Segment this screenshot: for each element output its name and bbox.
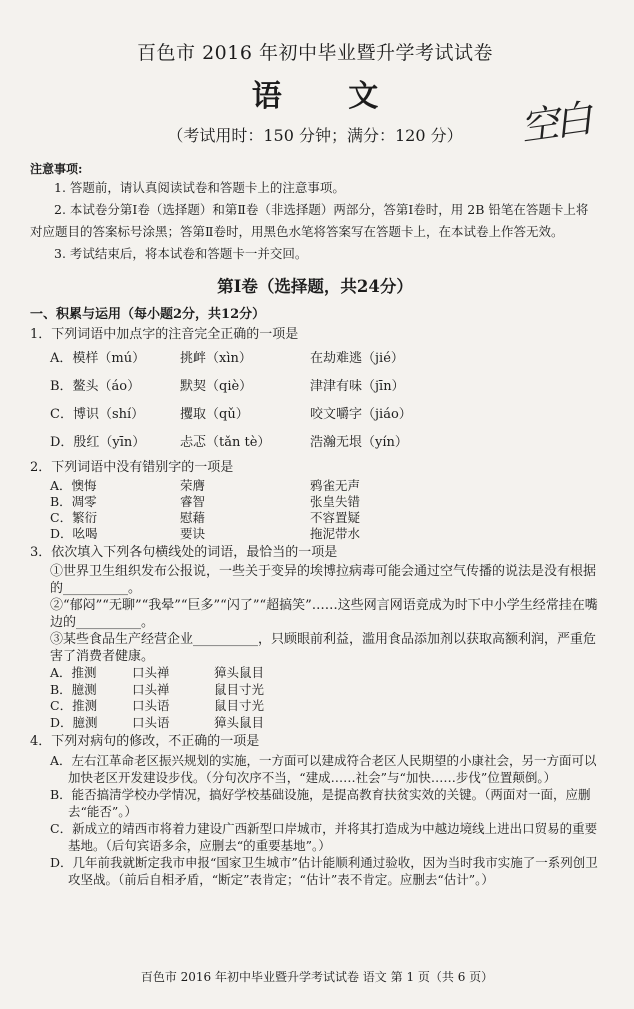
q1-option-d-3: 浩瀚无垠（yín） <box>310 435 408 450</box>
q3-option-a-1: A．推测 <box>50 665 97 680</box>
q3-option-c-1: C．推测 <box>50 698 98 713</box>
q2-option-c-2: 慰藉 <box>180 510 206 525</box>
question-4-stem: 4．下列对病句的修改，不正确的一项是 <box>30 734 260 749</box>
q2-option-b-2: 睿智 <box>180 494 206 509</box>
q2-option-a-3: 鸦雀无声 <box>310 478 361 493</box>
q2-option-d-3: 拖泥带水 <box>310 526 361 541</box>
question-1-stem: 1．下列词语中加点字的注音完全正确的一项是 <box>30 327 299 342</box>
q3-option-d-3: 獐头鼠目 <box>214 714 265 730</box>
q2-option-c-1: C．繁衍 <box>50 510 98 525</box>
q1-option-a-1: A．模样（mú） <box>50 351 146 366</box>
q1-option-a-2: 挑衅（xìn） <box>180 351 252 366</box>
question-3-stem: 3．依次填入下列各句横线处的词语，最恰当的一项是 <box>30 545 338 560</box>
part1-title: 第Ⅰ卷（选择题，共24分） <box>217 277 413 296</box>
question-2-stem: 2．下列词语中没有错别字的一项是 <box>30 460 234 475</box>
q3-option-a-3: 獐头鼠目 <box>214 665 265 680</box>
q3-option-d-2: 口头语 <box>132 714 170 730</box>
q3-option-b-2: 口头禅 <box>132 681 170 697</box>
page-footer: 百色市 2016 年初中毕业暨升学考试试卷 语文 第 1 页（共 6 页） <box>140 970 494 984</box>
q2-option-a-2: 荣膺 <box>180 478 206 493</box>
exam-title: 百色市 2016 年初中毕业暨升学考试试卷 <box>137 42 493 64</box>
exam-time-info: （考试用时：150 分钟；满分：120 分） <box>167 126 463 145</box>
q3-option-d-1: D．臆测 <box>50 714 98 730</box>
q3-option-b-3: 鼠目寸光 <box>214 681 265 697</box>
q4-option-d: D．几年前我就断定我市申报“国家卫生城市”估计能顺利通过验收，因为当时我市实施了一系列创卫攻坚战。（前后自相矛盾，“断定”表肯定；“估计”表不肯定。应删去“估计”。） <box>50 855 598 887</box>
q1-option-b-3: 津津有味（jīn） <box>310 379 405 394</box>
handwritten-note: 空白 <box>517 96 592 150</box>
q1-option-c-3: 咬文嚼字（jiáo） <box>310 407 412 422</box>
question-3-options <box>30 665 600 731</box>
notice-block <box>30 177 600 265</box>
question-2-options <box>30 478 600 542</box>
q3-option-c-2: 口头语 <box>132 698 170 713</box>
question-3-sentence-2: ②“郁闷”“无聊”“我晕”“巨多”“闪了”“超搞笑”……这些网言网语竟成为时下中小学生经常挂在嘴边的__________。 <box>50 598 598 630</box>
q2-option-a-1: A．懊悔 <box>50 478 97 493</box>
q1-option-d-1: D．殷红（yīn） <box>50 435 146 450</box>
q2-option-d-1: D．吆喝 <box>50 526 98 541</box>
q3-option-c-3: 鼠目寸光 <box>214 698 265 713</box>
q3-option-a-2: 口头禅 <box>132 665 170 680</box>
exam-page <box>0 38 634 1009</box>
notice-item-2: 2. 本试卷分第Ⅰ卷（选择题）和第Ⅱ卷（非选择题）两部分，答第Ⅰ卷时，用 2B 铅笔在答题卡上将对应题目的答案标号涂黑；答第Ⅱ卷时，用黑色水笔将答案写在答题卡上，在本试卷上作答无效。 <box>30 202 589 239</box>
q3-option-b-1: B．臆测 <box>50 681 97 697</box>
q1-option-c-2: 攫取（qǔ） <box>180 407 249 422</box>
q4-option-c: C．新成立的靖西市将着力建设广西新型口岸城市，并将其打造成为中越边境线上进出口贸易的重要基地。（后句宾语多余，应删去“的重要基地”。） <box>50 821 598 853</box>
notice-title: 注意事项: <box>30 162 83 176</box>
question-1-options <box>30 345 600 457</box>
exam-subject: 语 文 <box>251 79 407 114</box>
q1-option-b-2: 默契（qiè） <box>180 379 253 394</box>
q4-option-b: B．能否搞清学校办学情况，搞好学校基础设施，是提高教育扶贫实效的关键。（两面对一面，应删去“能否”。） <box>50 787 591 819</box>
q1-option-c-1: C．博识（shí） <box>50 407 145 422</box>
question-3-sentence-3: ③某些食品生产经营企业__________，只顾眼前利益，滥用食品添加剂以获取高额利润，严重危害了消费者健康。 <box>50 632 597 664</box>
q4-option-a: A．左右江革命老区振兴规划的实施，一方面可以建成符合老区人民期望的小康社会，另一方面可以加快老区开发建设步伐。（分句次序不当，“建成……社会”与“加快……步伐”位置颠倒。） <box>50 753 597 785</box>
q2-option-d-2: 要诀 <box>180 526 206 541</box>
notice-item-3: 3. 考试结束后，将本试卷和答题卡一并交回。 <box>54 246 308 261</box>
q1-option-a-3: 在劫难逃（jié） <box>310 351 404 366</box>
q2-option-b-1: B．凋零 <box>50 494 97 509</box>
q2-option-b-3: 张皇失错 <box>310 494 361 509</box>
question-3-sentence-1: ①世界卫生组织发布公报说，一些关于变异的埃博拉病毒可能会通过空气传播的说法是没有根据的__________。 <box>50 564 597 596</box>
notice-item-1: 1. 答题前，请认真阅读试卷和答题卡上的注意事项。 <box>54 180 345 195</box>
q2-option-c-3: 不容置疑 <box>310 510 361 525</box>
q1-option-d-2: 忐忑（tǎn tè） <box>180 435 271 450</box>
q1-option-b-1: B．鳌头（áo） <box>50 379 141 394</box>
section-title: 一、积累与运用（每小题2分，共12分） <box>30 307 266 322</box>
